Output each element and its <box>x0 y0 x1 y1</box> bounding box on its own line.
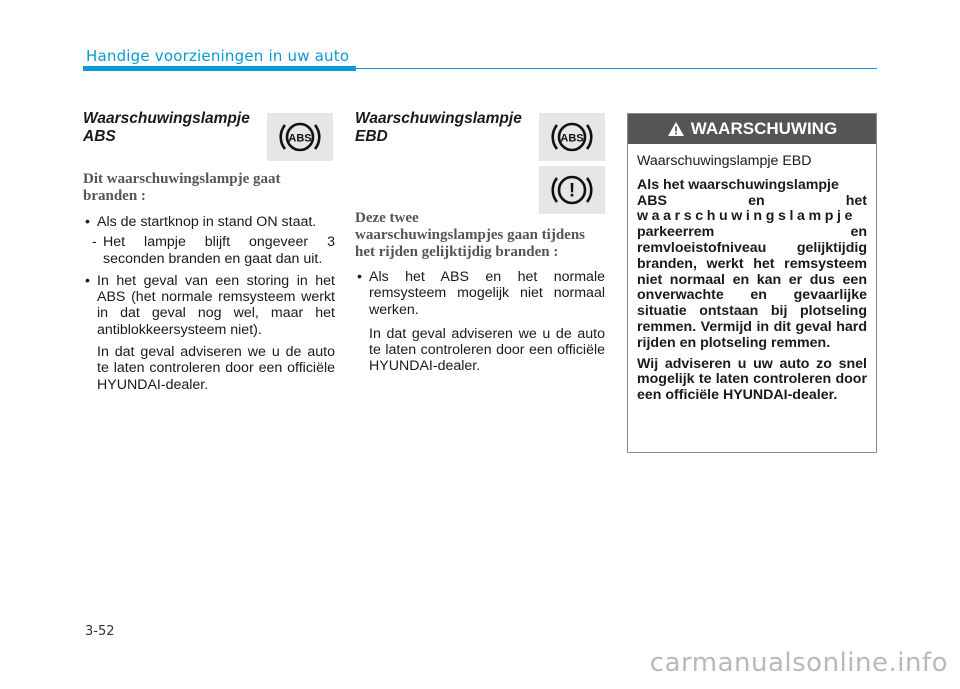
ebd-bullet-1: • Als het ABS en het normale remsysteem mogelijk niet normaal werken. <box>355 269 605 318</box>
warning-line2-wrap: ABS en het <box>637 192 867 209</box>
abs-title-line2: ABS <box>83 128 116 145</box>
warning-rest: parkeerrem en remvloeistofniveau gelijktijdig branden, werkt het remsysteem niet normaal en kan er dus een onverwachte en gevaarlijke situatie ontstaan bij plotseling remmen. Vermijd in dit geval hard rijden en plotseling remmen. <box>637 224 867 351</box>
warning-paragraph-1 <box>637 178 867 352</box>
abs-lead-line1: Dit waarschuwingslampje gaat <box>83 171 281 187</box>
ebd-lead-line2: waarschuwingslampjes gaan tijdens <box>355 227 586 243</box>
warning-box <box>627 113 877 453</box>
abs-icon-label-2: ABS <box>560 132 584 145</box>
abs-bullet-1: • Als de startknop in stand ON staat. <box>83 214 335 230</box>
abs-lead <box>83 171 335 205</box>
warning-body <box>628 144 876 404</box>
abs-warning-icon-2 <box>539 113 605 161</box>
abs-title-line1: Waarschuwingslampje <box>83 110 250 127</box>
ebd-lead-line3: het rijden gelijktijdig branden : <box>355 244 559 260</box>
warning-triangle-icon <box>667 121 685 137</box>
warning-header <box>628 114 876 144</box>
watermark: carmanualsonline.info <box>649 648 948 678</box>
ebd-title-line2: EBD <box>355 128 388 145</box>
brake-icon-label: ! <box>568 180 576 202</box>
ebd-title-line1: Waarschuwingslampje <box>355 110 522 127</box>
warning-line3: waarschuwingslampje <box>637 208 856 225</box>
brake-warning-icon <box>539 166 605 214</box>
header-rule <box>356 68 877 69</box>
ebd-lead <box>355 210 605 261</box>
abs-para-2: In dat geval adviseren we u de auto te laten controleren door een officiële HYUNDAI-dealer. <box>97 344 335 393</box>
warning-line1: Als het waarschuwingslampje <box>637 176 839 193</box>
abs-icon-label: ABS <box>288 132 312 145</box>
warning-paragraph-2: Wij adviseren u uw auto zo snel mogelijk te laten controleren door een officiële HYUNDAI-dealer. <box>637 355 867 404</box>
header-accent-bar <box>83 66 356 71</box>
warning-header-label: WAARSCHUWING <box>690 119 838 138</box>
ebd-lead-line1: Deze twee <box>355 210 419 226</box>
page-number: 3-52 <box>85 624 115 639</box>
abs-warning-icon <box>267 113 333 161</box>
ebd-para-1: In dat geval adviseren we u de auto te laten controleren door een officiële HYUNDAI-dealer. <box>369 325 605 375</box>
abs-sub-1: - Het lampje blijft ongeveer 3 seconden branden en gaat dan uit. <box>83 234 335 267</box>
section-header-title: Handige voorzieningen in uw auto <box>86 47 350 65</box>
warning-lead: Waarschuwingslampje EBD <box>637 153 812 169</box>
abs-lead-line2: branden : <box>83 188 146 204</box>
abs-bullet-2: • In het geval van een storing in het ABS (het normale remsysteem werkt in dat geval nog wel, maar het antiblokkeersysteem niet). <box>83 273 335 338</box>
